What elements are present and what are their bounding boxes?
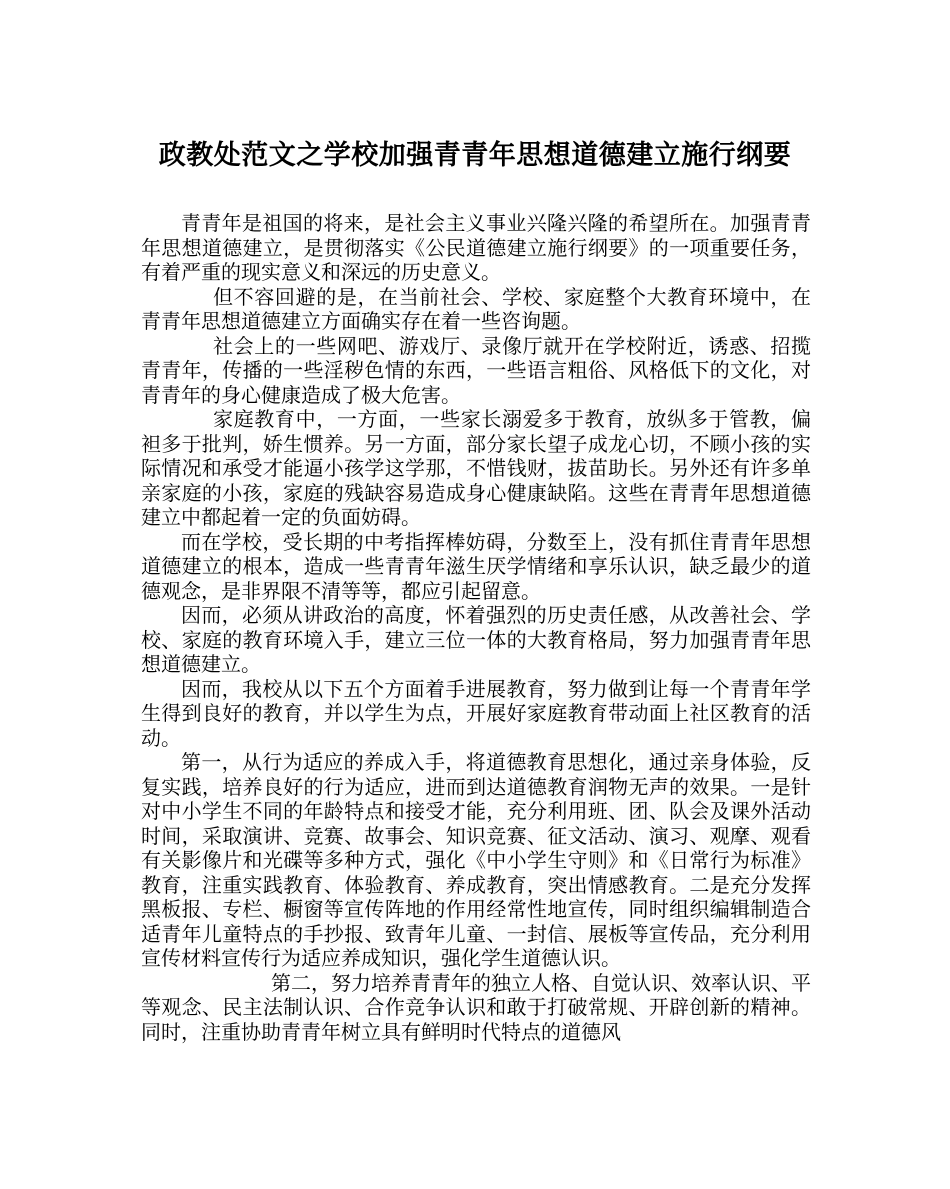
paragraph-4: 家庭教育中，一方面，一些家长溺爱多于教育，放纵多于管教，偏袒多于批判，娇生惯养。另一方面，部分家长望子成龙心切，不顾小孩的实际情况和承受才能逼小孩学这学那，不惜钱财，拔苗助长。另外还有许多单亲家庭的小孩，家庭的残缺容易造成身心健康缺陷。这些在青青年思想道德建立中都起着一定的负面妨碍。 xyxy=(141,407,811,529)
paragraph-7: 因而，我校从以下五个方面着手进展教育，努力做到让每一个青青年学生得到良好的教育，并以学生为点，开展好家庭教育带动面上社区教育的活动。 xyxy=(141,676,811,750)
paragraph-1: 青青年是祖国的将来，是社会主义事业兴隆兴隆的希望所在。加强青青年思想道德建立，是贯彻落实《公民道德建立施行纲要》的一项重要任务，有着严重的现实意义和深远的历史意义。 xyxy=(141,211,811,284)
paragraph-9: 第二，努力培养青青年的独立人格、自觉认识、效率认识、平等观念、民主法制认识、合作竞争认识和敢于打破常规、开辟创新的精神。同时，注重协助青青年树立具有鲜明时代特点的道德风 xyxy=(141,970,811,1044)
document-body xyxy=(141,211,811,1044)
paragraph-5: 而在学校，受长期的中考指挥棒妨碍，分数至上，没有抓住青青年思想道德建立的根本，造成一些青青年滋生厌学情绪和享乐认识，缺乏最少的道德观念，是非界限不清等等，都应引起留意。 xyxy=(141,529,811,603)
paragraph-2: 但不容回避的是，在当前社会、学校、家庭整个大教育环境中，在青青年思想道德建立方面确实存在着一些咨询题。 xyxy=(141,284,811,333)
document-title: 政教处范文之学校加强青青年思想道德建立施行纲要 xyxy=(158,140,792,171)
paragraph-8: 第一，从行为适应的养成入手，将道德教育思想化，通过亲身体验，反复实践，培养良好的行为适应，进而到达道德教育润物无声的效果。一是针对中小学生不同的年龄特点和接受才能，充分利用班、团、队会及课外活动时间，采取演讲、竞赛、故事会、知识竞赛、征文活动、演习、观摩、观看有关影像片和光碟等多种方式，强化《中小学生守则》和《日常行为标准》教育，注重实践教育、体验教育、养成教育，突出情感教育。二是充分发挥黑板报、专栏、橱窗等宣传阵地的作用经常性地宣传，同时组织编辑制造合适青年儿童特点的手抄报、致青年儿童、一封信、展板等宣传品，充分利用宣传材料宣传行为适应养成知识，强化学生道德认识。 xyxy=(141,750,811,970)
paragraph-6: 因而，必须从讲政治的高度，怀着强烈的历史责任感，从改善社会、学校、家庭的教育环境入手，建立三位一体的大教育格局，努力加强青青年思想道德建立。 xyxy=(141,603,811,676)
paragraph-3: 社会上的一些网吧、游戏厅、录像厅就开在学校附近，诱惑、招揽青青年，传播的一些淫秽色情的东西，一些语言粗俗、风格低下的文化，对青青年的身心健康造成了极大危害。 xyxy=(141,333,811,407)
